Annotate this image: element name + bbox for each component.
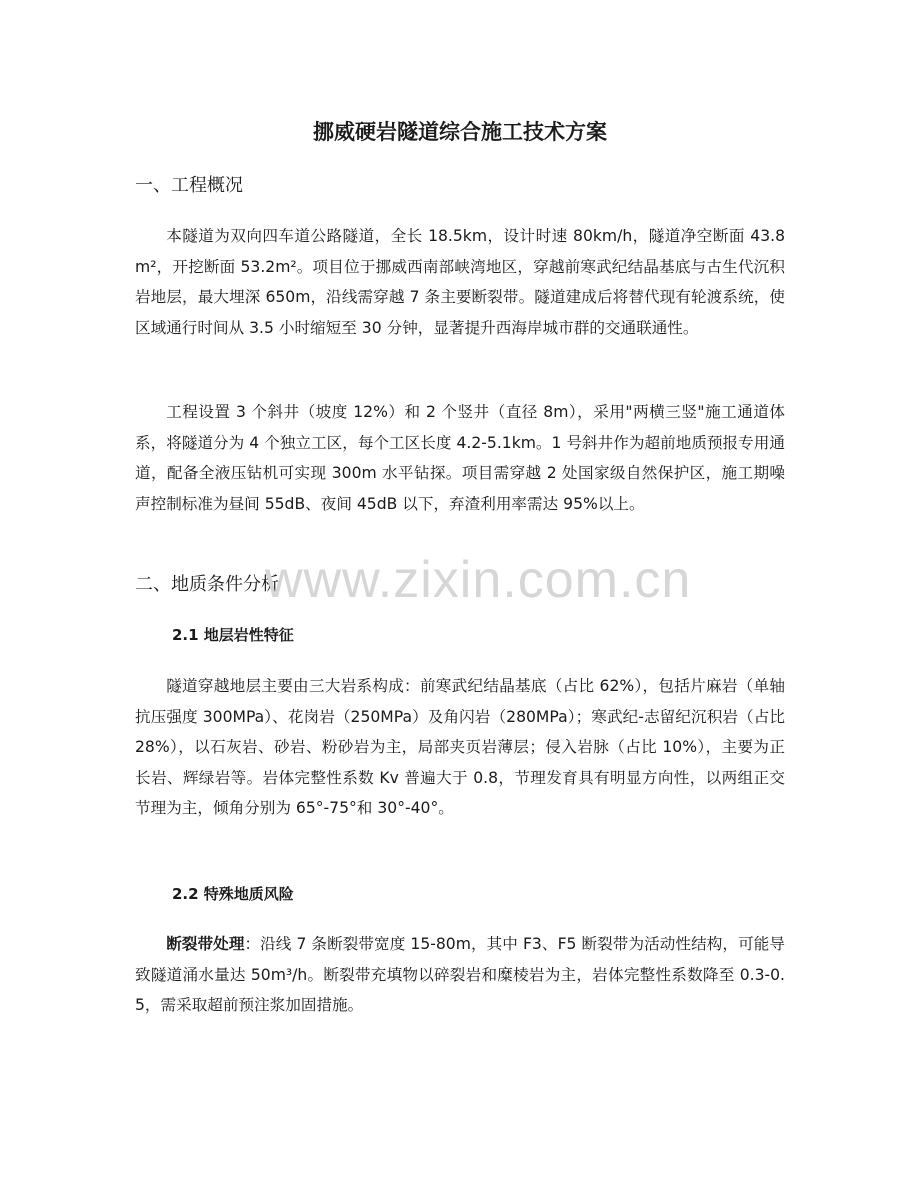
- subsection-heading-lithology: 2.1 地层岩性特征: [172, 626, 294, 644]
- fault-zone-lead: 断裂带处理: [166, 935, 245, 953]
- watermark: www.zixin.com.cn: [265, 551, 692, 609]
- subsection-heading-risks: 2.2 特殊地质风险: [172, 885, 294, 903]
- fault-zone-text: ：沿线 7 条断裂带宽度 15-80m，其中 F3、F5 断裂带为活动性结构，可能导致隧道涌水量达 50m³/h。断裂带充填物以碎裂岩和糜棱岩为主，岩体完整性系数降至 0.3-0.5，需采取超前预注浆加固措施。: [135, 935, 785, 1015]
- document-title: 挪威硬岩隧道综合施工技术方案: [313, 120, 607, 144]
- lithology-paragraph: 隧道穿越地层主要由三大岩系构成：前寒武纪结晶基底（占比 62%），包括片麻岩（单轴抗压强度 300MPa）、花岗岩（250MPa）及角闪岩（280MPa）；寒武纪-志留纪沉积岩（占比 28%），以石灰岩、砂岩、粉砂岩为主，局部夹页岩薄层；侵入岩脉（占比 10%），主要为正长岩、辉绿岩等。岩体完整性系数 Kv 普遍大于 0.8，节理发育具有明显方向性，以两组正交节理为主，倾角分别为 65°-75°和 30°-40°。: [135, 677, 785, 818]
- section-heading-overview: 一、工程概况: [135, 175, 243, 196]
- fault-zone-paragraph: [135, 929, 785, 1021]
- overview-paragraph-1: 本隧道为双向四车道公路隧道，全长 18.5km，设计时速 80km/h，隧道净空断面 43.8m²，开挖断面 53.2m²。项目位于挪威西南部峡湾地区，穿越前寒武纪结晶基底与古生代沉积岩地层，最大埋深 650m，沿线需穿越 7 条主要断裂带。隧道建成后将替代现有轮渡系统，使区域通行时间从 3.5 小时缩短至 30 分钟，显著提升西海岸城市群的交通联通性。: [135, 227, 785, 337]
- overview-paragraph-2: 工程设置 3 个斜井（坡度 12%）和 2 个竖井（直径 8m），采用"两横三竖"施工通道体系，将隧道分为 4 个独立工区，每个工区长度 4.2-5.1km。1 号斜井作为超前地质预报专用通道，配备全液压钻机可实现 300m 水平钻探。项目需穿越 2 处国家级自然保护区，施工期噪声控制标准为昼间 55dB、夜间 45dB 以下，弃渣利用率需达 95%以上。: [135, 403, 785, 513]
- section-heading-geology: 二、地质条件分析: [135, 574, 279, 595]
